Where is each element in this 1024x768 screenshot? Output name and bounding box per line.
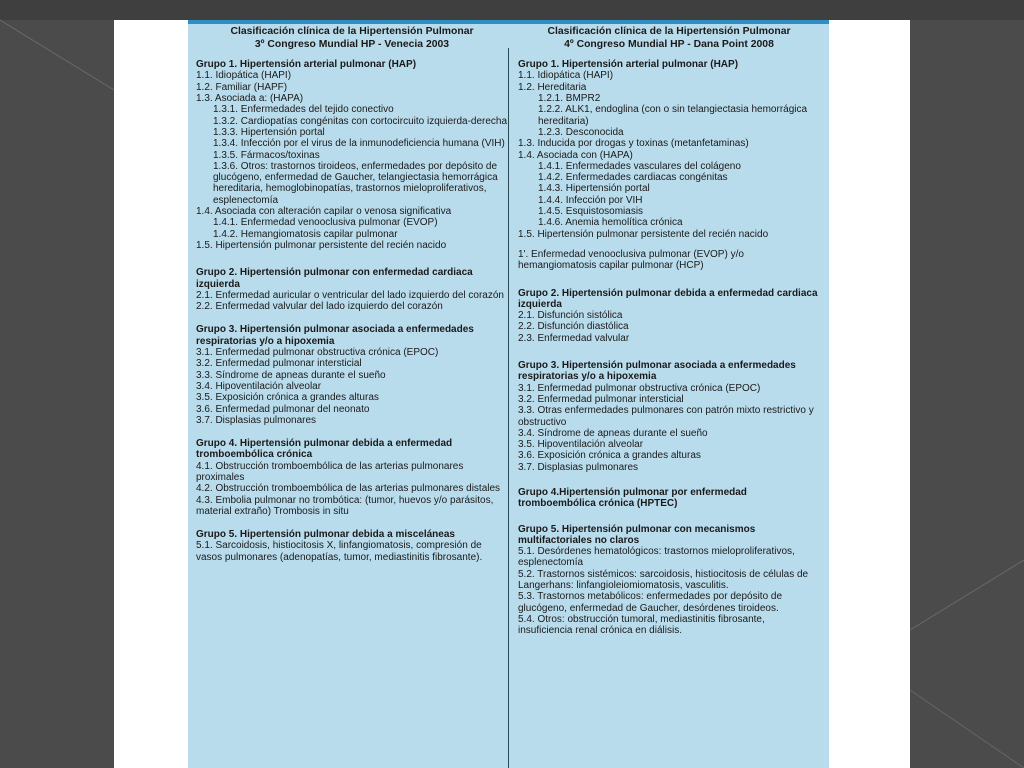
list-item: 1.4. Asociada con alteración capilar o venosa significativa [196,206,452,218]
dana-point-2008-column [518,26,820,637]
footnote-item: 1'. Enfermedad venooclusiva pulmonar (EVOP) y/o hemangiomatosis capilar pulmonar (HCP) [518,248,744,272]
list-subitem: 1.4.1. Enfermedad venooclusiva pulmonar (EVOP) [213,217,438,229]
list-subitem: 1.4.2. Enfermedades cardiacas congénitas [538,172,728,184]
list-item: 1.2. Familiar (HAPF) [196,81,288,93]
list-item: 3.2. Enfermedad pulmonar intersticial [196,358,362,370]
list-subitem: 1.4.4. Infección por VIH [538,194,643,206]
list-item: 1.4. Asociada con (HAPA) [518,149,633,161]
list-item: 4.1. Obstrucción tromboembólica de las arterias pulmonares proximales [196,460,464,483]
list-item: 1.3. Inducida por drogas y toxinas (metanfetaminas) [518,138,749,150]
list-subitem: 1.3.1. Enfermedades del tejido conectivo [213,104,394,116]
list-item: 5.1. Desórdenes hematológicos: trastornos mieloproliferativos, esplenectomía [518,546,795,569]
list-item: 2.2. Enfermedad valvular del lado izquierdo del corazón [196,301,443,313]
list-item: 3.4. Síndrome de apneas durante el sueño [518,427,708,439]
list-item: 3.3. Otras enfermedades pulmonares con patrón mixto restrictivo y obstructivo [518,405,814,428]
column-heading [518,26,820,51]
list-item: 2.1. Disfunción sistólica [518,310,623,322]
list-subitem: 1.3.2. Cardiopatías congénitas con cortocircuito izquierda-derecha [213,115,508,127]
list-subitem: 1.3.4. Infección por el virus de la inmunodeficiencia humana (VIH) [213,138,505,150]
list-subitem: 1.2.1. BMPR2 [538,93,601,105]
list-item: 1.1. Idiopática (HAPI) [196,70,292,82]
list-item: 1.2. Hereditaria [518,81,587,93]
list-item: 5.4. Otros: obstrucción tumoral, mediastinitis fibrosante, insuficiencia renal crónica en diálisis. [518,613,765,637]
list-item: 3.6. Enfermedad pulmonar del neonato [196,403,370,415]
group-heading: Grupo 2. Hipertensión pulmonar con enfermedad cardiaca izquierda [196,267,473,290]
list-item: 1.1. Idiopática (HAPI) [518,70,614,82]
group-heading: Grupo 5. Hipertensión pulmonar debida a misceláneas [196,529,455,541]
list-subitem: 1.4.2. Hemangiomatosis capilar pulmonar [213,228,398,240]
list-subitem: 1.4.1. Enfermedades vasculares del colágeno [538,160,741,172]
list-item: 3.1. Enfermedad pulmonar obstructiva crónica (EPOC) [518,382,761,394]
column-divider [508,48,509,768]
list-item: 1.5. Hipertensión pulmonar persistente del recién nacido [518,228,769,240]
venecia-2003-column [196,26,508,563]
heading-subtitle: 4º Congreso Mundial HP - Dana Point 2008 [564,38,774,50]
group-heading: Grupo 5. Hipertensión pulmonar con mecanismos multifactoriales no claros [518,523,756,546]
list-subitem: 1.3.6. Otros: trastornos tiroideos, enfermedades por depósito de glucógeno, enfermedad de Gaucher, telangiectasia hemorrágica hereditaria, hemoglobinopatías, trastornos mieloproliferativos, esplenectomía [213,160,498,206]
list-item: 3.7. Displasias pulmonares [518,461,639,473]
list-item: 3.3. Síndrome de apneas durante el sueño [196,369,386,381]
list-item: 3.5. Exposición crónica a grandes alturas [196,392,379,404]
list-item: 3.1. Enfermedad pulmonar obstructiva crónica (EPOC) [196,347,439,359]
list-subitem: 1.4.6. Anemia hemolítica crónica [538,217,683,229]
group-heading: Grupo 3. Hipertensión pulmonar asociada a enfermedades respiratorias y/o a hipoxemia [518,360,796,383]
list-item: 2.3. Enfermedad valvular [518,332,630,344]
group-heading: Grupo 3. Hipertensión pulmonar asociada a enfermedades respiratorias y/o a hipoxemia [196,324,474,347]
list-subitem: 1.2.2. ALK1, endoglina (con o sin telangiectasia hemorrágica hereditaria) [538,104,808,127]
list-subitem: 1.2.3. Desconocida [538,126,624,138]
heading-title: Clasificación clínica de la Hipertensión Pulmonar [547,26,791,37]
list-item: 1.5. Hipertensión pulmonar persistente del recién nacido [196,239,447,251]
list-item: 2.2. Disfunción diastólica [518,321,629,333]
list-item: 5.2. Trastornos sistémicos: sarcoidosis, histiocitosis de células de Langerhans: linfangioleiomiomatosis, vasculitis. [518,568,809,592]
heading-subtitle: 3º Congreso Mundial HP - Venecia 2003 [254,38,450,50]
group-heading: Grupo 2. Hipertensión pulmonar debida a enfermedad cardiaca izquierda [518,287,818,310]
list-item: 3.7. Displasias pulmonares [196,414,317,426]
list-item: 3.5. Hipoventilación alveolar [518,439,644,451]
list-item: 4.3. Embolia pulmonar no trombótica: (tumor, huevos y/o parásitos, material extraño) Trombosis in situ [196,494,494,517]
classification-table [188,20,829,768]
list-item: 1.3. Asociada a: (HAPA) [196,93,304,105]
heading-title: Clasificación clínica de la Hipertensión Pulmonar [230,26,474,37]
group-heading: Grupo 1. Hipertensión arterial pulmonar (HAP) [196,59,417,71]
group-heading: Grupo 1. Hipertensión arterial pulmonar (HAP) [518,59,739,71]
list-item: 4.2. Obstrucción tromboembólica de las arterias pulmonares distales [196,483,501,495]
list-item: 5.1. Sarcoidosis, histiocitosis X, linfangiomatosis, compresión de vasos pulmonares (adenopatías, tumor, mediastinitis fibrosante). [196,540,483,563]
list-subitem: 1.4.5. Esquistosomiasis [538,206,644,218]
group-heading: Grupo 4.Hipertensión pulmonar por enfermedad tromboembólica crónica (HPTEC) [518,486,747,510]
column-heading [196,26,508,51]
list-item: 3.4. Hipoventilación alveolar [196,380,322,392]
list-subitem: 1.4.3. Hipertensión portal [538,183,650,195]
list-item: 5.3. Trastornos metabólicos: enfermedades por depósito de glucógeno, enfermedad de Gaucher, desórdenes tiroideos. [518,591,783,614]
list-subitem: 1.3.3. Hipertensión portal [213,126,325,138]
list-item: 2.1. Enfermedad auricular o ventricular del lado izquierdo del corazón [196,289,504,301]
list-item: 3.2. Enfermedad pulmonar intersticial [518,393,684,405]
list-subitem: 1.3.5. Fármacos/toxinas [213,149,320,161]
list-item: 3.6. Exposición crónica a grandes alturas [518,450,701,462]
group-heading: Grupo 4. Hipertensión pulmonar debida a enfermedad tromboembólica crónica [196,438,453,461]
